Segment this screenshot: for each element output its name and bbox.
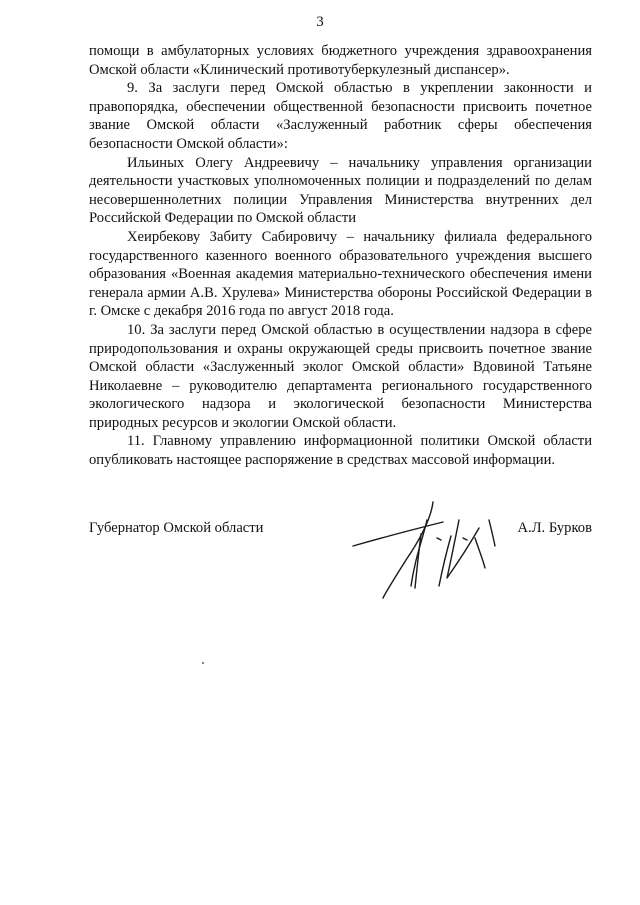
signer-title: Губернатор Омской области — [89, 520, 264, 536]
page-number: 3 — [316, 14, 324, 30]
handwritten-signature — [351, 498, 511, 603]
paragraph-item-10: 10. За заслуги перед Омской областью в осуществлении надзора в сфере природопользования и охраны окружающей среды присвоить почетное звание Омской области «Заслуженный эколог Омской области» Вдовиной Татьяне Николаевне – руководителю департамента регионального государственного экологического надзора и экологической безопасности Министерства природных ресурсов и экологии Омской области. — [89, 321, 592, 431]
paragraph-awardee-kheirbekov: Хеирбекову Забиту Сабировичу – начальнику филиала федерального государственного казенного военного образовательного учреждения высшего образования «Военная академия материально-технического обеспечения имени генерала армии А.В. Хрулева» Министерства обороны Российской Федерации в г. Омске с декабря 2016 года по август 2018 года. — [89, 228, 592, 320]
signature-block — [89, 498, 592, 608]
paragraph-item-11: 11. Главному управлению информационной политики Омской области опубликовать настоящее распоряжение в средствах массовой информации. — [89, 433, 592, 469]
scan-speck — [202, 662, 204, 664]
paragraph-item-9: 9. За заслуги перед Омской областью в укреплении законности и правопорядка, обеспечении общественной безопасности присвоить почетное звание Омской области «Заслуженный работник сферы обеспечения безопасности Омской области»: — [89, 80, 592, 152]
document-body — [89, 42, 592, 470]
signer-name: А.Л. Бурков — [517, 520, 592, 536]
paragraph-continuation: помощи в амбулаторных условиях бюджетного учреждения здравоохранения Омской области «Клинический противотуберкулезный диспансер». — [89, 43, 592, 78]
paragraph-awardee-ilinykh: Ильиных Олегу Андреевичу – начальнику управления организации деятельности участковых уполномоченных полиции и подразделений по делам несовершеннолетних полиции Управления Министерства внутренних дел Российской Федерации по Омской области — [89, 154, 592, 227]
